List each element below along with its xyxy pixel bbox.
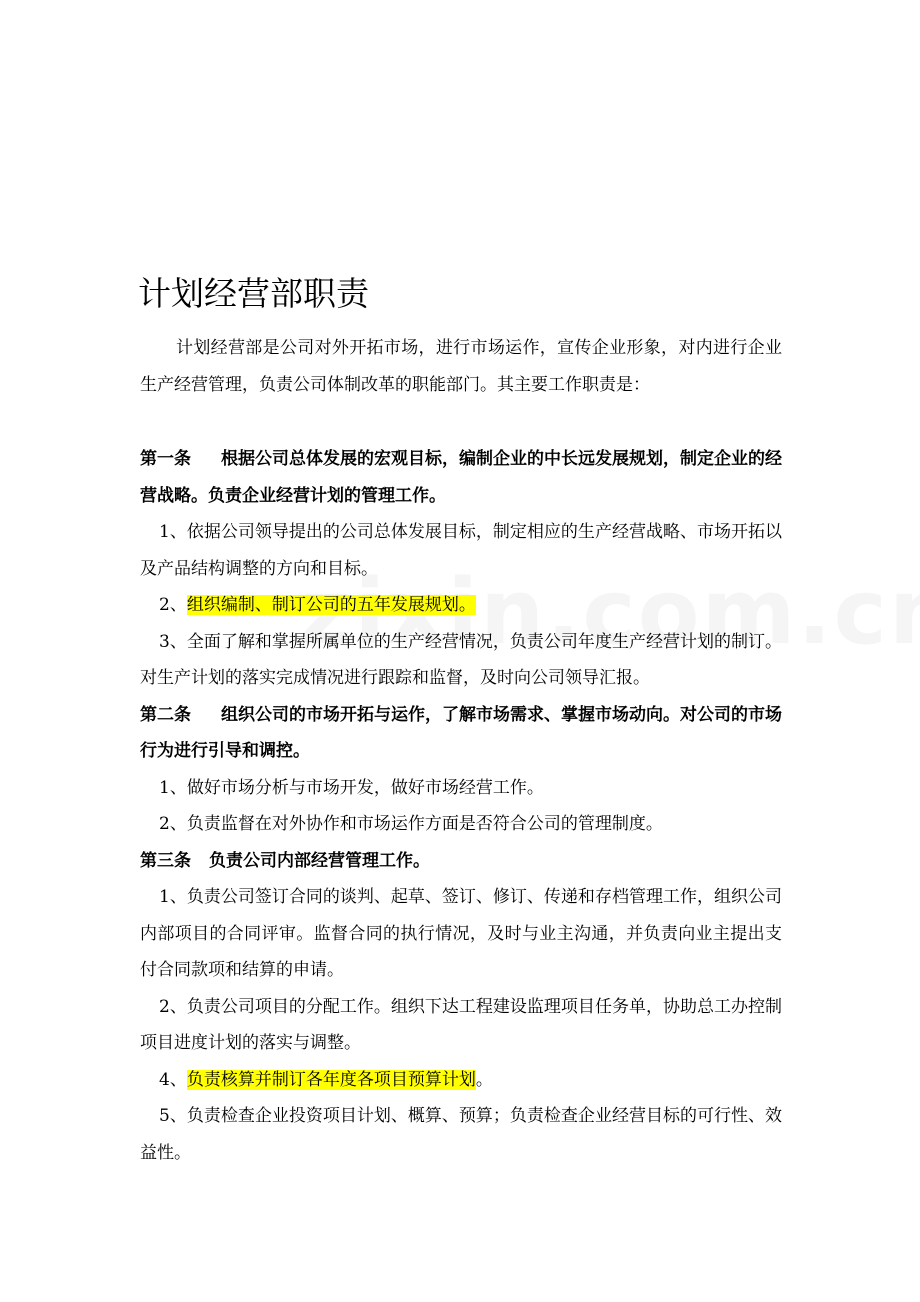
highlighted-text: 组织编制、制订公司的五年发展规划。 <box>186 595 476 615</box>
item-number: 2、 <box>159 996 187 1017</box>
list-item <box>140 879 782 989</box>
item-number: 3、 <box>159 631 187 652</box>
article-number: 第三条 <box>140 850 191 871</box>
intro-paragraph: 计划经营部是公司对外开拓市场，进行市场运作，宣传企业形象，对内进行企业生产经营管理，负责公司体制改革的职能部门。其主要工作职责是： <box>140 338 782 395</box>
item-text: 做好市场分析与市场开发，做好市场经营工作。 <box>186 777 544 798</box>
item-text: 依据公司领导提出的公司总体发展目标，制定相应的生产经营战略、市场开拓以及产品结构调整的方向和目标。 <box>140 522 782 579</box>
item-text: 全面了解和掌握所属单位的生产经营情况，负责公司年度生产经营计划的制订。对生产计划的落实完成情况进行跟踪和监督，及时向公司领导汇报。 <box>140 631 782 688</box>
document-body <box>140 330 782 1171</box>
article-heading-text: 负责公司内部经营管理工作。 <box>209 850 430 871</box>
list-item <box>140 624 782 697</box>
article-number: 第二条 <box>140 704 191 725</box>
list-item <box>140 1062 782 1099</box>
item-number: 1、 <box>159 522 187 542</box>
item-number: 1、 <box>159 887 187 907</box>
item-text: 负责检查企业投资项目计划、概算、预算；负责检查企业经营目标的可行性、效益性。 <box>140 1106 782 1163</box>
list-item <box>140 989 782 1062</box>
paragraph-gap <box>140 403 782 441</box>
item-number: 2、 <box>159 814 187 834</box>
item-number: 4、 <box>159 1069 187 1090</box>
article-heading-text: 根据公司总体发展的宏观目标，编制企业的中长远发展规划，制定企业的经营战略。负责企业经营计划的管理工作。 <box>140 449 782 506</box>
item-text: 负责公司项目的分配工作。组织下达工程建设监理项目任务单，协助总工办控制项目进度计划的落实与调整。 <box>140 996 782 1053</box>
list-item <box>140 1098 782 1171</box>
list-item <box>140 514 782 587</box>
item-number: 1、 <box>159 777 187 798</box>
item-text: 。 <box>475 1069 493 1090</box>
item-number: 2、 <box>159 595 187 615</box>
article-heading-1 <box>140 441 782 514</box>
highlighted-text: 负责核算并制订各年度各项目预算计划 <box>186 1069 476 1090</box>
list-item <box>140 770 782 807</box>
list-item <box>140 806 782 843</box>
article-heading-3 <box>140 843 782 880</box>
item-number: 5、 <box>159 1106 187 1126</box>
item-text: 负责公司签订合同的谈判、起草、签订、修订、传递和存档管理工作，组织公司内部项目的合同评审。监督合同的执行情况，及时与业主沟通，并负责向业主提出支付合同款项和结算的申请。 <box>140 887 782 980</box>
item-text: 负责监督在对外协作和市场运作方面是否符合公司的管理制度。 <box>186 814 663 834</box>
list-item <box>140 587 782 624</box>
article-heading-text: 组织公司的市场开拓与运作，了解市场需求、掌握市场动向。对公司的市场行为进行引导和调控。 <box>140 704 782 761</box>
article-heading-2 <box>140 697 782 770</box>
page-title: 计划经营部职责 <box>138 274 369 313</box>
article-number: 第一条 <box>140 449 191 469</box>
